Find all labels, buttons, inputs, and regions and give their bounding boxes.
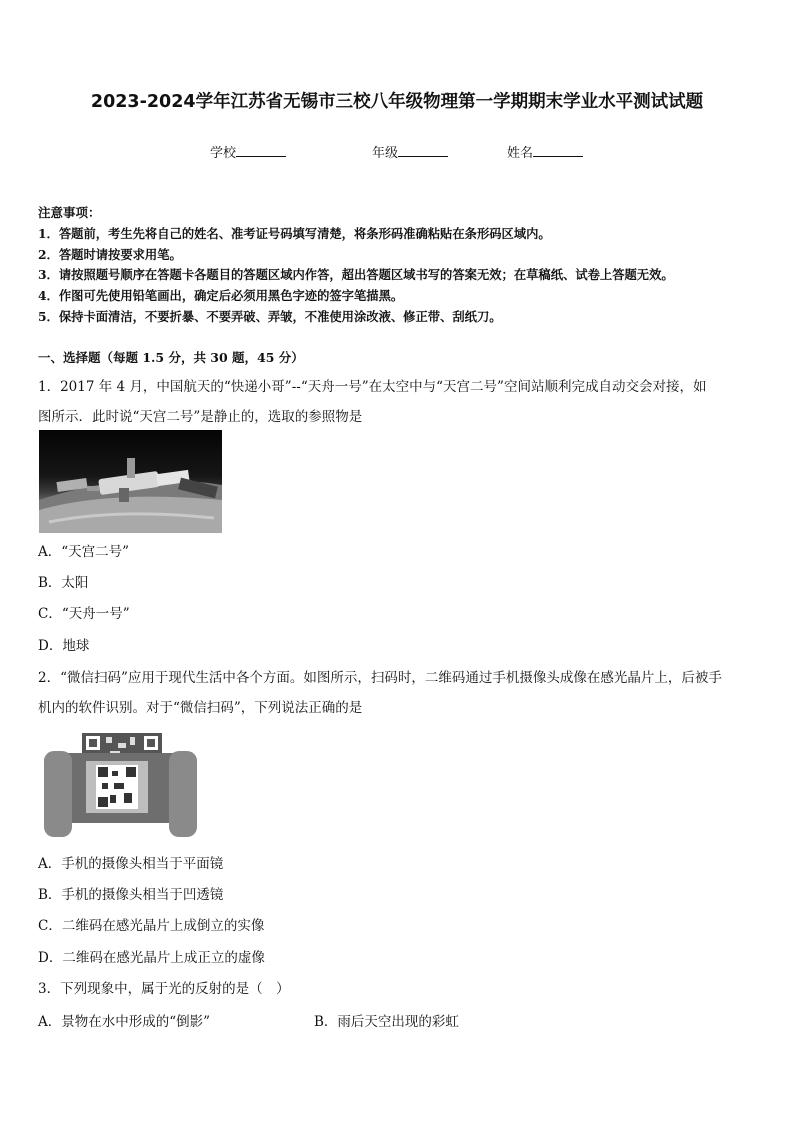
note-item: 4．作图可先使用铅笔画出，确定后必须用黑色字迹的签字笔描黑。 (38, 288, 404, 303)
note-item: 1．答题前，考生先将自己的姓名、准考证号码填写清楚，将条形码准确粘贴在条形码区域内。 (38, 226, 551, 241)
notes-heading: 注意事项： (38, 205, 101, 220)
phone-scan-qr-photo (44, 733, 197, 837)
question-2-option-a[interactable]: A．手机的摄像头相当于平面镜 (38, 856, 224, 872)
space-station-illustration (39, 430, 222, 533)
space-station-photo (39, 430, 222, 533)
note-item: 3．请按照题号顺序在答题卡各题目的答题区域内作答，超出答题区域书写的答案无效；在草稿纸、试卷上答题无效。 (38, 267, 674, 282)
phone-scan-illustration (44, 733, 197, 837)
question-3-option-b[interactable]: B．雨后天空出现的彩虹 (314, 1014, 459, 1030)
school-blank[interactable] (236, 144, 286, 157)
question-2-option-d[interactable]: D．二维码在感光晶片上成正立的虚像 (38, 950, 265, 966)
note-item: 2．答题时请按要求用笔。 (38, 247, 182, 262)
page-title: 2023-2024学年江苏省无锡市三校八年级物理第一学期期末学业水平测试试题 (90, 92, 704, 112)
question-1-stem-line: 1．2017 年 4 月，中国航天的“快递小哥”--“天舟一号”在太空中与“天宫二号”空间站顺利完成自动交会对接，如 (38, 379, 707, 395)
question-2-option-c[interactable]: C．二维码在感光晶片上成倒立的实像 (38, 918, 265, 934)
name-blank[interactable] (533, 144, 583, 157)
school-label: 学校 (210, 146, 237, 161)
grade-field[interactable] (372, 142, 448, 161)
question-2-option-b[interactable]: B．手机的摄像头相当于凹透镜 (38, 887, 224, 903)
question-1-option-d[interactable]: D．地球 (38, 638, 90, 654)
note-item: 5．保持卡面清洁，不要折暴、不要弄破、弄皱，不准使用涂改液、修正带、刮纸刀。 (38, 309, 502, 324)
grade-blank[interactable] (398, 144, 448, 157)
question-1-option-b[interactable]: B．太阳 (38, 575, 89, 591)
grade-label: 年级 (372, 146, 399, 161)
question-3-option-a[interactable]: A．景物在水中形成的“倒影” (38, 1014, 211, 1030)
name-field[interactable] (507, 142, 583, 161)
question-1-option-a[interactable]: A．“天宫二号” (38, 544, 130, 560)
school-field[interactable] (210, 142, 286, 161)
question-2-stem-line: 2．“微信扫码”应用于现代生活中各个方面。如图所示，扫码时，二维码通过手机摄像头成像在感光晶片上，后被手 (38, 670, 722, 686)
name-label: 姓名 (507, 146, 534, 161)
section-title: 一、选择题（每题 1.5 分，共 30 题，45 分） (38, 350, 304, 365)
question-1-stem-line: 图所示．此时说“天宫二号”是静止的，选取的参照物是 (38, 409, 363, 425)
question-1-option-c[interactable]: C．“天舟一号” (38, 606, 130, 622)
question-3-stem-line: 3．下列现象中，属于光的反射的是（ ） (38, 981, 290, 997)
question-2-stem-line: 机内的软件识别。对于“微信扫码”，下列说法正确的是 (38, 700, 363, 716)
